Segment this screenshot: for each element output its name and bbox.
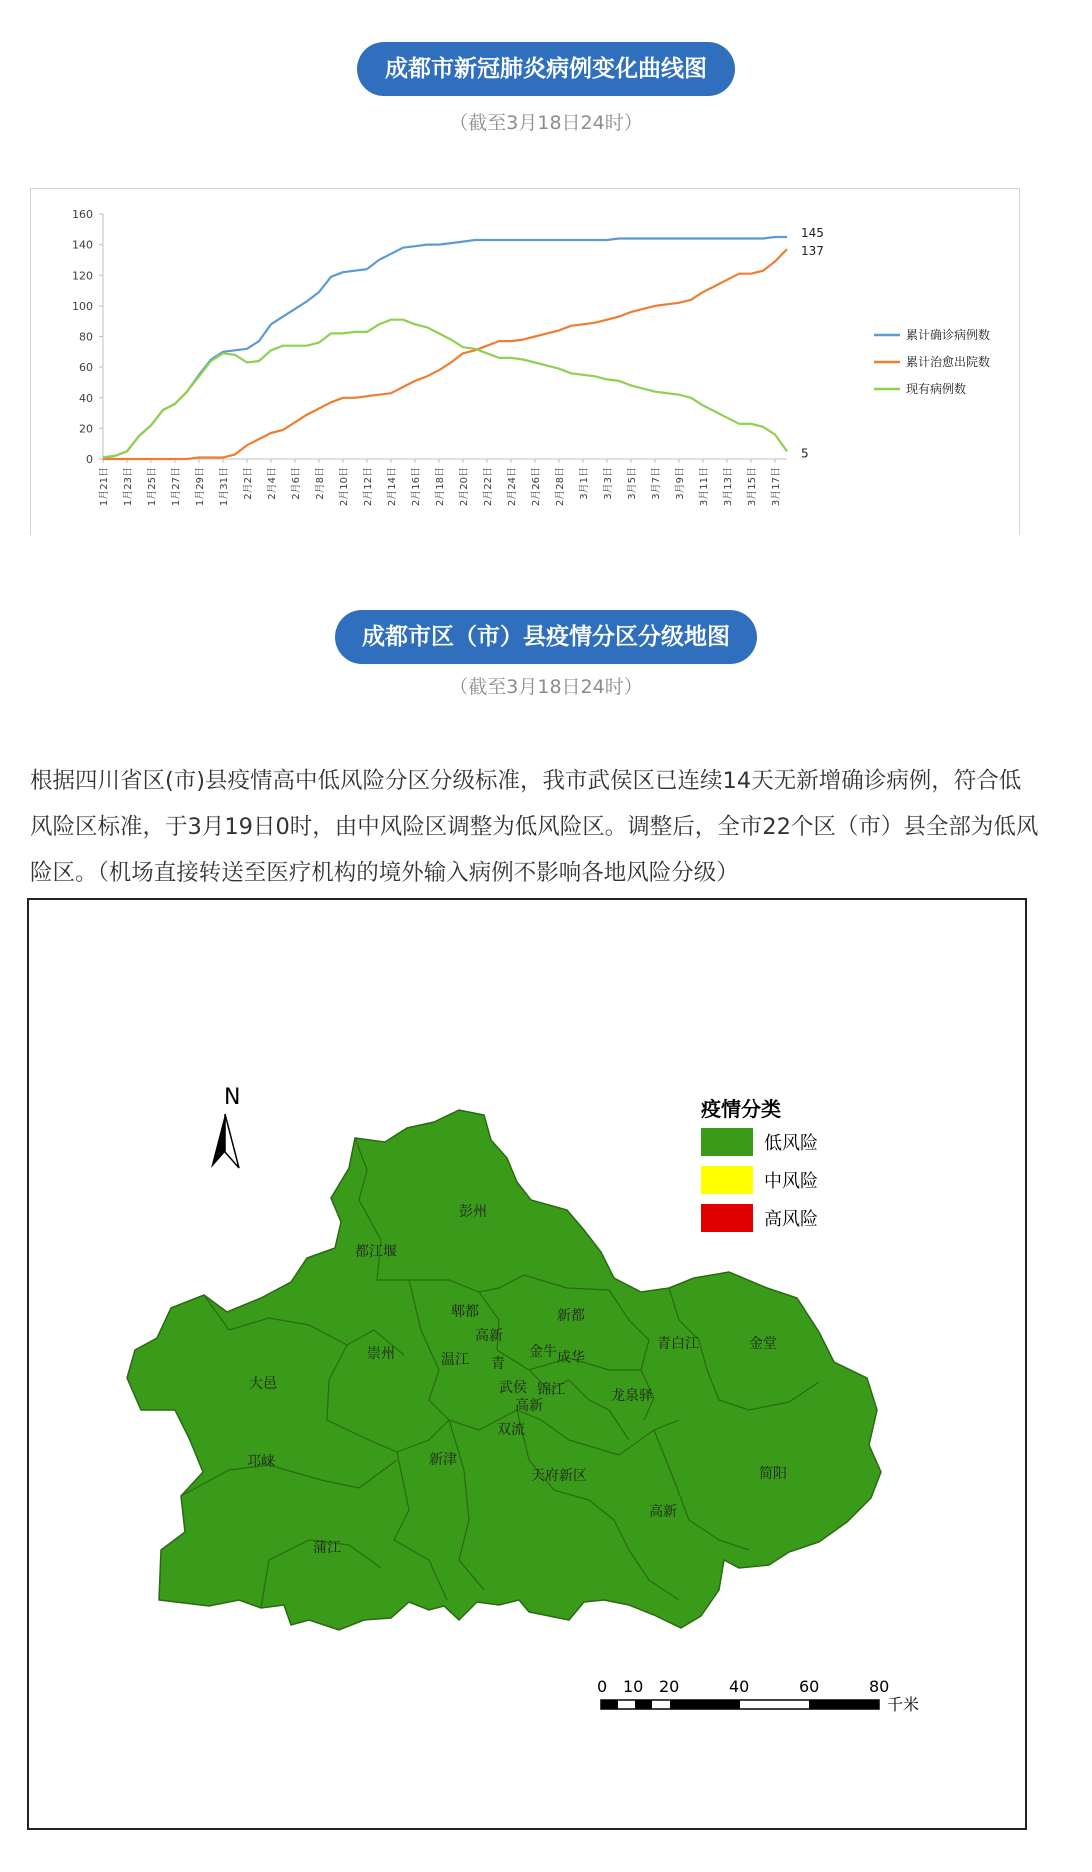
y-tick-label: 100 <box>72 299 93 313</box>
scale-tick-label: 60 <box>799 1677 820 1696</box>
x-tick-label: 2月12日 <box>363 467 374 507</box>
x-tick-label: 2月16日 <box>411 467 422 507</box>
x-tick-label: 1月27日 <box>171 467 182 507</box>
district-label: 高新 <box>515 1398 543 1414</box>
series-line <box>103 249 787 459</box>
scale-tick-label: 20 <box>659 1677 680 1696</box>
district-label: 锦江 <box>537 1382 565 1398</box>
risk-description-paragraph: 根据四川省区(市)县疫情高中低风险分区分级标准，我市武侯区已连续14天无新增确诊病例，符合低风险区标准，于3月19日0时，由中风险区调整为低风险区。调整后，全市22个区（市）县全部为低风险区。（机场直接转送至医疗机构的境外输入病例不影响各地风险分级） <box>30 768 1039 886</box>
y-tick-label: 160 <box>72 208 93 221</box>
x-tick-label: 1月25日 <box>147 467 158 507</box>
district-label: 龙泉驿 <box>611 1388 653 1404</box>
district-label: 高新 <box>649 1504 677 1520</box>
district-label: 郫都 <box>451 1304 479 1320</box>
district-label: 新都 <box>557 1308 585 1324</box>
map-subtitle: （截至3月18日24时） <box>449 676 643 698</box>
x-tick-label: 2月22日 <box>483 467 494 507</box>
x-tick-label: 2月2日 <box>243 467 254 500</box>
y-tick-label: 60 <box>79 361 93 375</box>
district-label: 青白江 <box>657 1336 699 1352</box>
district-label: 武侯 <box>499 1380 527 1396</box>
map-title: 成都市区（市）县疫情分区分级地图 <box>362 624 730 650</box>
line-chart-panel <box>30 188 1020 535</box>
district-label: 彭州 <box>459 1204 487 1220</box>
scale-tick-label: 0 <box>597 1677 608 1696</box>
series-end-label: 5 <box>801 446 809 461</box>
district-label: 都江堰 <box>355 1244 397 1260</box>
district-label: 新津 <box>429 1452 457 1468</box>
line-chart <box>31 189 1021 536</box>
chart-title: 成都市新冠肺炎病例变化曲线图 <box>385 56 707 82</box>
y-tick-label: 20 <box>79 422 93 436</box>
x-tick-label: 2月24日 <box>507 467 518 507</box>
legend-label: 累计治愈出院数 <box>906 355 991 369</box>
map-legend <box>701 1097 818 1232</box>
district-label: 蒲江 <box>313 1540 341 1556</box>
district-label: 金牛 <box>529 1344 557 1360</box>
legend-swatch-high <box>701 1204 753 1232</box>
district-label: 温江 <box>441 1352 469 1368</box>
x-tick-label: 3月15日 <box>747 467 758 507</box>
x-tick-label: 3月7日 <box>651 467 662 500</box>
y-tick-label: 40 <box>79 391 93 405</box>
x-tick-label: 3月13日 <box>723 467 734 507</box>
district-label: 青 <box>491 1356 505 1372</box>
scale-tick-label: 40 <box>729 1677 750 1696</box>
x-tick-label: 2月10日 <box>339 467 350 507</box>
legend-label: 现有病例数 <box>906 382 967 396</box>
legend-label-mid: 中风险 <box>764 1171 818 1192</box>
x-tick-label: 1月23日 <box>123 467 134 507</box>
x-tick-label: 3月5日 <box>627 467 638 500</box>
x-tick-label: 2月8日 <box>315 467 326 500</box>
x-tick-label: 3月9日 <box>675 467 686 500</box>
risk-map <box>29 900 1025 1828</box>
district-label: 成华 <box>557 1350 585 1366</box>
north-label: N <box>224 1085 241 1110</box>
legend-label: 累计确诊病例数 <box>906 328 991 342</box>
x-tick-label: 2月28日 <box>555 467 566 507</box>
district-label: 天府新区 <box>531 1468 587 1484</box>
district-label: 双流 <box>497 1422 525 1438</box>
x-tick-label: 2月6日 <box>291 467 302 500</box>
scale-tick-label: 10 <box>623 1677 644 1696</box>
scale-unit: 千米 <box>887 1695 920 1714</box>
map-title-banner <box>335 610 757 664</box>
x-tick-label: 2月4日 <box>267 467 278 500</box>
legend-swatch-mid <box>701 1166 753 1194</box>
legend-title: 疫情分类 <box>701 1097 781 1121</box>
scale-tick-label: 80 <box>869 1677 890 1696</box>
district-label: 大邑 <box>249 1376 277 1392</box>
legend-swatch-low <box>701 1128 753 1156</box>
x-tick-label: 1月29日 <box>195 467 206 507</box>
north-arrow-icon <box>211 1085 240 1168</box>
x-tick-label: 3月11日 <box>699 467 710 507</box>
x-tick-label: 1月31日 <box>219 467 230 507</box>
x-tick-label: 2月26日 <box>531 467 542 507</box>
legend-label-high: 高风险 <box>764 1209 818 1230</box>
x-tick-label: 3月3日 <box>603 467 614 500</box>
series-line <box>103 237 787 458</box>
district-label: 金堂 <box>749 1336 777 1352</box>
y-tick-label: 140 <box>72 238 93 252</box>
district-label: 崇州 <box>367 1346 395 1362</box>
y-tick-label: 120 <box>72 269 93 283</box>
series-line <box>103 320 787 458</box>
x-tick-label: 2月14日 <box>387 467 398 507</box>
legend-label-low: 低风险 <box>764 1133 818 1154</box>
risk-map-panel <box>27 898 1027 1830</box>
x-tick-label: 2月20日 <box>459 467 470 507</box>
x-tick-label: 3月1日 <box>579 467 590 500</box>
x-tick-label: 3月17日 <box>771 467 782 507</box>
series-end-label: 145 <box>801 225 824 240</box>
district-label: 邛崃 <box>247 1454 275 1470</box>
y-tick-label: 80 <box>79 330 93 344</box>
scale-bar <box>597 1677 919 1714</box>
chart-title-banner <box>357 42 735 96</box>
x-tick-label: 1月21日 <box>99 467 110 507</box>
district-label: 高新 <box>475 1328 503 1344</box>
chart-subtitle: （截至3月18日24时） <box>449 112 643 134</box>
y-tick-label: 0 <box>86 453 93 466</box>
district-label: 简阳 <box>759 1466 787 1482</box>
x-tick-label: 2月18日 <box>435 467 446 507</box>
series-end-label: 137 <box>801 244 824 259</box>
